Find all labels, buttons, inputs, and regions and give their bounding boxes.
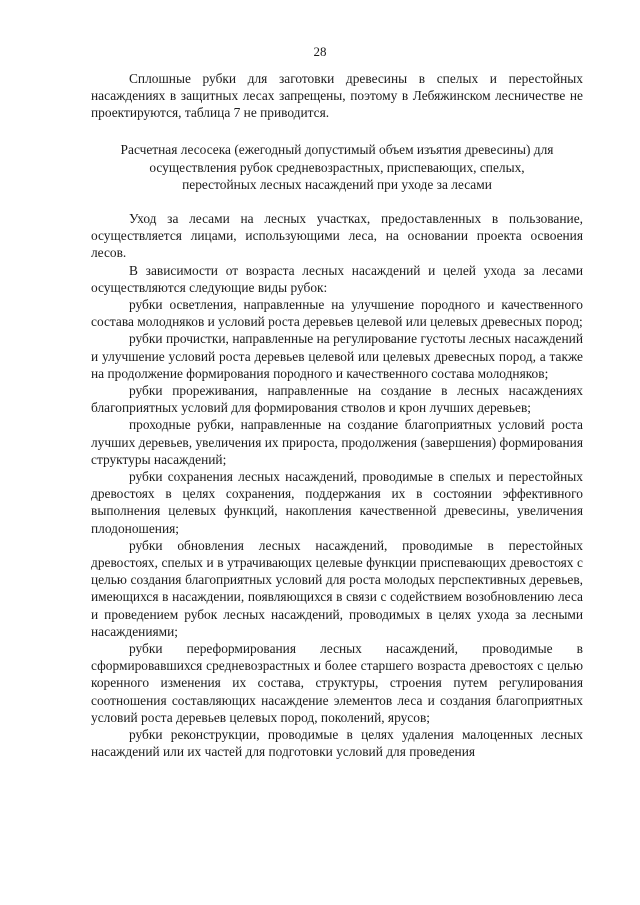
body-paragraph-cutting-types-intro: В зависимости от возраста лесных насаждений и целей ухода за лесами осуществляются следующие виды рубок:: [91, 262, 583, 295]
heading-line-2: осуществления рубок средневозрастных, приспевающих, спелых,: [149, 159, 525, 175]
intro-paragraph: Сплошные рубки для заготовки древесины в спелых и перестойных насаждениях в защитных лесах запрещены, поэтому в Лебяжинском лесничестве не проектируются, таблица 7 не приводится.: [91, 71, 583, 121]
heading-line-3: перестойных лесных насаждений при уходе за лесами: [182, 177, 492, 193]
section-heading: [91, 141, 583, 194]
body-paragraph-renewal-cutting: рубки обновления лесных насаждений, проводимые в перестойных древостоях, спелых и в утрачивающих целевые функции приспевающих древостоях с целью создания благоприятных условий для роста молодых перспективных деревьев, имеющихся в насаждении, появляющихся в связи с содействием возобновлению леса и проведением рубок лесных насаждений, проводимых в целях ухода за лесными насаждениями;: [91, 537, 583, 639]
body-paragraph-reconstruction-cutting: рубки реконструкции, проводимые в целях удаления малоценных лесных насаждений или их частей для подготовки условий для проведения: [91, 727, 583, 760]
body-paragraph-care-intro: Уход за лесами на лесных участках, предоставленных в пользование, осуществляется лицами, использующими леса, на основании проекта освоения лесов.: [91, 211, 583, 261]
body-paragraph-reformation-cutting: рубки переформирования лесных насаждений, проводимые в сформировавшихся средневозрастных и более старшего возраста древостоях с целью коренного изменения их состава, структуры, строения путем регулирования соотношения составляющих насаждение элементов леса и создания благоприятных условий роста деревьев целевых пород, поколений, ярусов;: [91, 641, 583, 725]
body-paragraph-cleaning-cutting: рубки прочистки, направленные на регулирование густоты лесных насаждений и улучшение условий роста деревьев целевой или целевых древесных пород, а также на продолжение формирования породного и качественного состава молодняков;: [91, 331, 583, 381]
body-paragraph-thinning-cutting: рубки прореживания, направленные на создание в лесных насаждениях благоприятных условий для формирования стволов и крон лучших деревьев;: [91, 383, 583, 416]
body-section: [91, 210, 583, 761]
page-number: 28: [313, 44, 327, 59]
body-paragraph-preservation-cutting: рубки сохранения лесных насаждений, проводимые в спелых и перестойных древостоях в целях сохранения, поддержания их в состоянии эффективного выполнения целевых функций, накопления качественной древесины, увеличения плодоношения;: [91, 469, 583, 536]
body-paragraph-clarification-cutting: рубки осветления, направленные на улучшение породного и качественного состава молодняков и условий роста деревьев целевой или целевых древесных пород;: [91, 297, 583, 330]
heading-line-1: Расчетная лесосека (ежегодный допустимый объем изъятия древесины) для: [120, 142, 554, 157]
body-paragraph-passing-cutting: проходные рубки, направленные на создание благоприятных условий роста лучших деревьев, увеличения их прироста, продолжения (завершения) формирования структуры насаждений;: [91, 417, 583, 467]
intro-section: [91, 70, 583, 122]
